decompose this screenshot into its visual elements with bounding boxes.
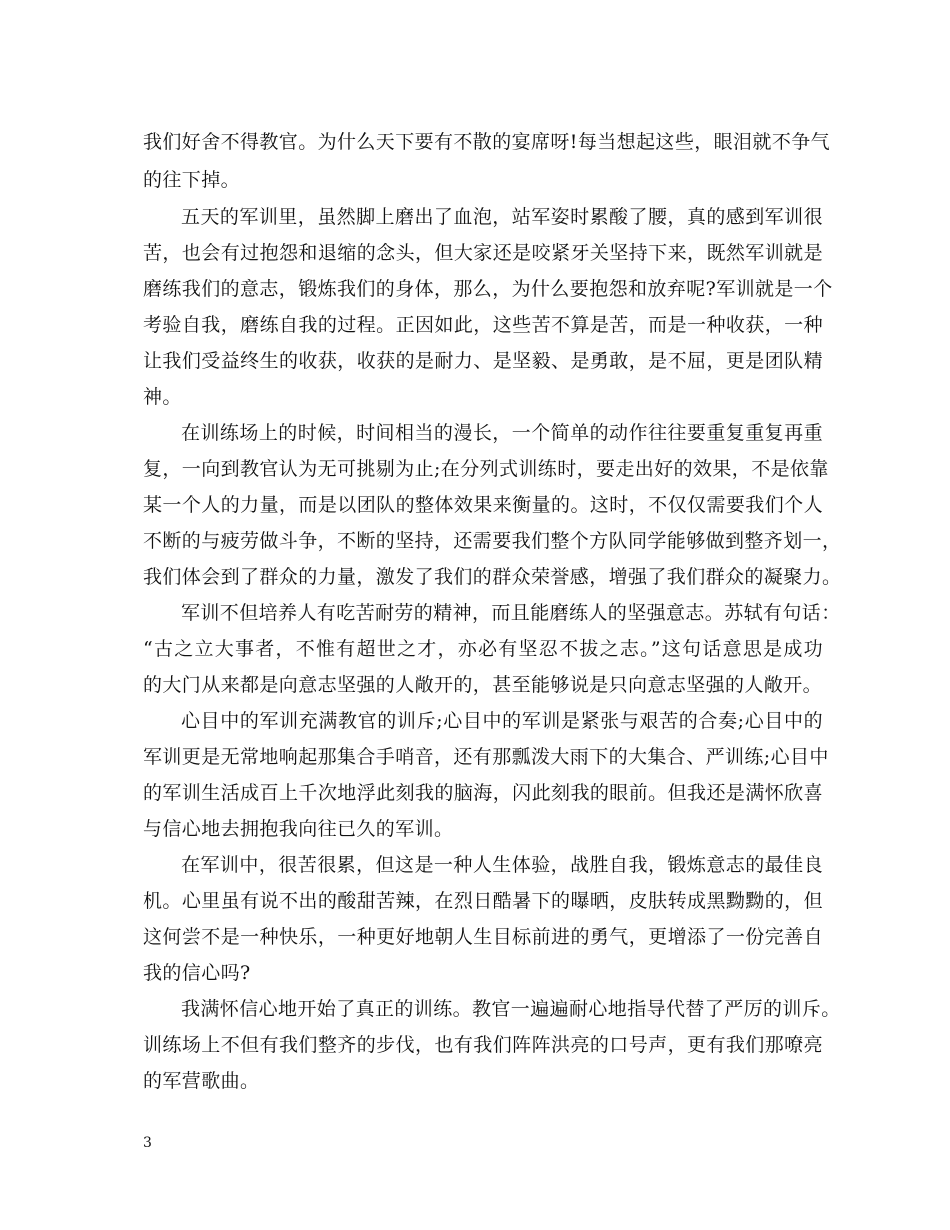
paragraph-first-line: 在训练场上的时候，时间相当的漫长，一个简单的动作往往要重复重复再重	[181, 422, 823, 444]
paragraph-first-line: 五天的军训里，虽然脚上磨出了血泡，站军姿时累酸了腰，真的感到军训很	[181, 206, 823, 228]
text-line: 的军营歌曲。	[143, 1070, 260, 1092]
text-line: 苦，也会有过抱怨和退缩的念头，但大家还是咬紧牙关坚持下来，既然军训就是	[143, 242, 823, 264]
paragraph-first-line: 在军训中，很苦很累，但这是一种人生体验，战胜自我，锻炼意志的最佳良	[181, 854, 823, 876]
paragraph-first-line: 我满怀信心地开始了真正的训练。教官一遍遍耐心地指导代替了严厉的训斥。	[181, 998, 841, 1020]
text-line: 与信心地去拥抱我向往已久的军训。	[143, 818, 454, 840]
text-line: 让我们受益终生的收获，收获的是耐力、是坚毅、是勇敢，是不屈，更是团队精	[143, 350, 823, 372]
text-line: 我们好舍不得教官。为什么天下要有不散的宴席呀!每当想起这些，眼泪就不争气	[143, 131, 831, 153]
text-line: 训练场上不但有我们整齐的步伐，也有我们阵阵洪亮的口号声，更有我们那嘹亮	[143, 1034, 823, 1056]
text-line: 机。心里虽有说不出的酸甜苦辣，在烈日酷暑下的曝晒，皮肤转成黑黝黝的，但	[143, 890, 823, 912]
text-line: 我们体会到了群众的力量，激发了我们的群众荣誉感，增强了我们群众的凝聚力。	[143, 566, 842, 588]
text-line: 某一个人的力量，而是以团队的整体效果来衡量的。这时，不仅仅需要我们个人	[143, 494, 823, 516]
page-number: 3	[143, 1135, 152, 1151]
paragraph-first-line: 军训不但培养人有吃苦耐劳的精神，而且能磨练人的坚强意志。苏轼有句话：	[181, 602, 841, 624]
text-line: 军训更是无常地响起那集合手哨音，还有那瓢泼大雨下的大集合、严训练;心目中	[143, 746, 829, 768]
text-line: 考验自我，磨练自我的过程。正因如此，这些苦不算是苦，而是一种收获，一种	[143, 314, 823, 336]
text-line: 这何尝不是一种快乐，一种更好地朝人生目标前进的勇气，更增添了一份完善自	[143, 926, 823, 948]
text-line: 磨练我们的意志，锻炼我们的身体，那么，为什么要抱怨和放弃呢?军训就是一个	[143, 278, 833, 300]
paragraph-first-line: 心目中的军训充满教官的训斥;心目中的军训是紧张与艰苦的合奏;心目中的	[181, 710, 823, 732]
text-line: “古之立大事者，不惟有超世之才，亦必有坚忍不拔之志。”这句话意思是成功	[143, 638, 823, 660]
text-line: 我的信心吗?	[143, 962, 251, 984]
text-line: 复，一向到教官认为无可挑剔为止;在分列式训练时，要走出好的效果，不是依靠	[143, 458, 829, 480]
text-line: 的军训生活成百上千次地浮此刻我的脑海，闪此刻我的眼前。但我还是满怀欣喜	[143, 782, 823, 804]
text-line: 神。	[143, 386, 182, 408]
text-line: 不断的与疲劳做斗争，不断的坚持，还需要我们整个方队同学能够做到整齐划一，	[143, 530, 842, 552]
text-line: 的往下掉。	[143, 169, 241, 191]
text-line: 的大门从来都是向意志坚强的人敞开的，甚至能够说是只向意志坚强的人敞开。	[143, 674, 823, 696]
